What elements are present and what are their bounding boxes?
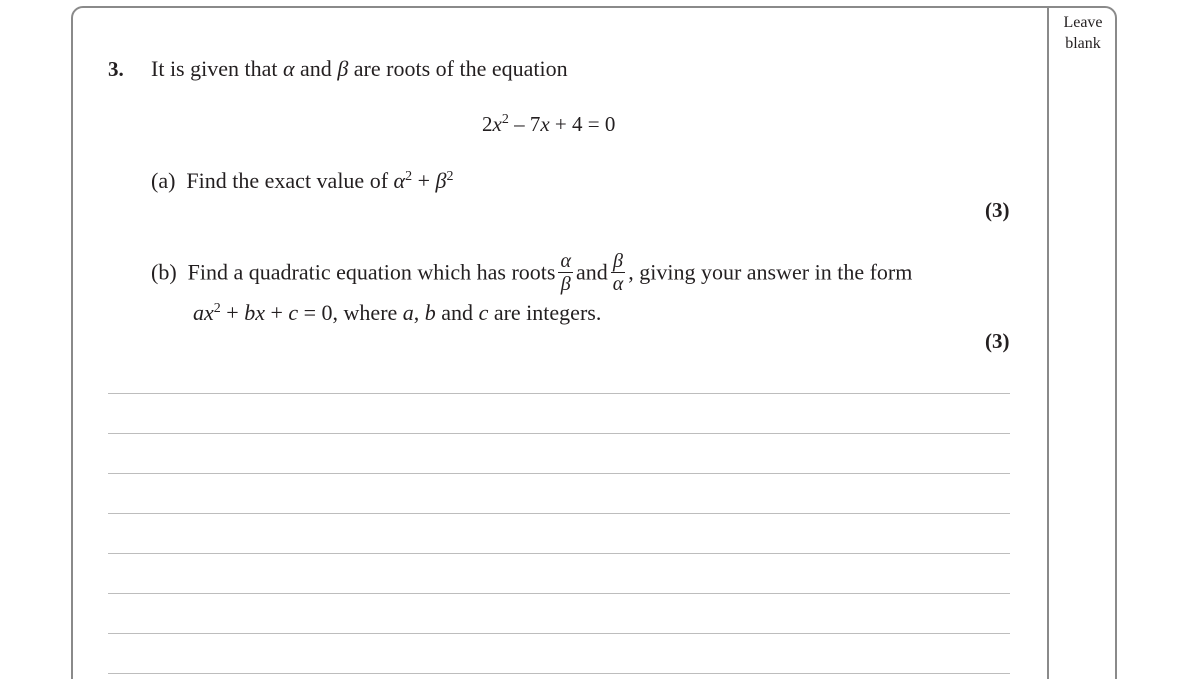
part-a-marks: (3) bbox=[985, 198, 1010, 222]
intro-text-1: It is given that bbox=[151, 56, 283, 81]
intro-text-3: are roots of the equation bbox=[348, 56, 568, 81]
alpha-symbol: α bbox=[282, 56, 295, 81]
intro-text-2: and bbox=[294, 56, 338, 81]
frac2-numerator: β bbox=[611, 250, 626, 273]
form-plus2: + bbox=[264, 300, 289, 325]
eq-rest-post: + 4 = 0 bbox=[549, 112, 616, 136]
part-a-exp1: 2 bbox=[405, 169, 413, 184]
question-intro bbox=[151, 56, 568, 82]
part-a-exp2: 2 bbox=[446, 169, 454, 184]
form-bx: bx bbox=[244, 300, 265, 325]
form-exp: 2 bbox=[213, 301, 221, 316]
form-var-a: a bbox=[402, 300, 414, 325]
form-ax: ax bbox=[193, 300, 214, 325]
part-b-and: and bbox=[575, 259, 608, 285]
eq-rest-pre: – 7 bbox=[508, 112, 541, 136]
eq-var: x bbox=[492, 112, 502, 136]
part-a-alpha: α bbox=[393, 168, 406, 193]
form-comma: , bbox=[413, 300, 425, 325]
quadratic-equation bbox=[482, 112, 615, 137]
part-a-label: (a) bbox=[151, 168, 176, 193]
leave-blank-line2: blank bbox=[1065, 35, 1101, 52]
frac2-denominator: α bbox=[612, 273, 624, 295]
form-eq: = 0, where bbox=[298, 300, 403, 325]
form-end: are integers. bbox=[488, 300, 602, 325]
answer-line bbox=[108, 593, 1010, 594]
part-a-beta: β bbox=[435, 168, 447, 193]
page-frame bbox=[71, 6, 1117, 679]
fraction-beta-over-alpha bbox=[611, 250, 626, 295]
leave-blank-line1: Leave bbox=[1063, 14, 1103, 31]
frac1-numerator: α bbox=[560, 250, 571, 272]
form-var-b: b bbox=[424, 300, 436, 325]
answer-line bbox=[108, 513, 1010, 514]
frac1-denominator: β bbox=[560, 273, 571, 295]
answer-line bbox=[108, 393, 1010, 394]
answer-line bbox=[108, 673, 1010, 674]
form-var-c: c bbox=[478, 300, 489, 325]
eq-exp: 2 bbox=[501, 112, 509, 127]
answer-line bbox=[108, 433, 1010, 434]
form-plus1: + bbox=[220, 300, 245, 325]
eq-var2: x bbox=[540, 112, 550, 136]
part-b-text-pre: Find a quadratic equation which has roots bbox=[187, 259, 556, 285]
question-number: 3. bbox=[108, 57, 124, 81]
part-b-text-post: , giving your answer in the form bbox=[628, 259, 913, 285]
part-a-text: Find the exact value of bbox=[186, 168, 394, 193]
part-a bbox=[151, 168, 453, 194]
part-b-label: (b) bbox=[151, 259, 177, 285]
leave-blank-divider bbox=[1047, 7, 1049, 679]
eq-coef: 2 bbox=[482, 112, 493, 136]
part-b-marks: (3) bbox=[985, 329, 1010, 353]
leave-blank-label bbox=[1050, 12, 1116, 54]
answer-line bbox=[108, 473, 1010, 474]
form-and: and bbox=[435, 300, 479, 325]
part-b bbox=[151, 252, 912, 297]
part-a-plus: + bbox=[412, 168, 436, 193]
beta-symbol: β bbox=[337, 56, 349, 81]
fraction-alpha-over-beta bbox=[558, 250, 573, 295]
answer-line bbox=[108, 553, 1010, 554]
answer-line bbox=[108, 633, 1010, 634]
part-b-form-line bbox=[193, 300, 601, 326]
form-c: c bbox=[288, 300, 299, 325]
